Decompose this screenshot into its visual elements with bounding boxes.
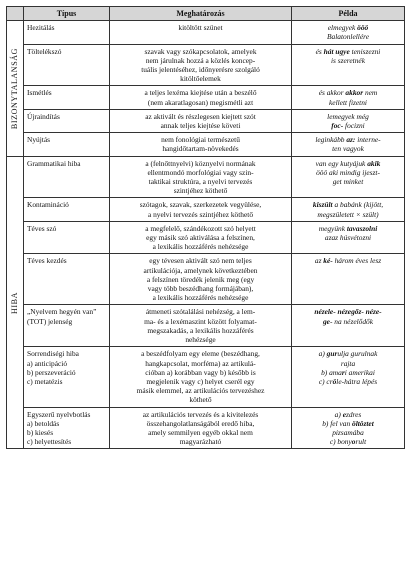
definition-line: átmeneti szótalálási nehézség, a lem- bbox=[145, 307, 256, 317]
type-cell bbox=[24, 21, 110, 44]
example-highlight: öltöztet bbox=[352, 418, 374, 428]
table-row bbox=[7, 21, 405, 44]
definition-cell bbox=[110, 198, 292, 221]
header-example: Példa bbox=[292, 7, 405, 21]
example-cell bbox=[292, 44, 405, 86]
example-highlight: nézele- nézegőz- néze- bbox=[314, 307, 382, 317]
type-cell bbox=[24, 407, 110, 449]
example-line bbox=[295, 233, 401, 242]
example-line bbox=[295, 23, 401, 32]
definition-line: megszakadás, a lexikális hozzáférés bbox=[147, 325, 254, 335]
definition-cell bbox=[110, 44, 292, 86]
definition-line: szótagok, szavak, szerkezetek vegyülése, bbox=[139, 200, 262, 210]
example-highlight: ge bbox=[322, 316, 330, 326]
table-row bbox=[7, 221, 405, 254]
example-cell bbox=[292, 407, 405, 449]
example-text: is szeretnék bbox=[330, 55, 365, 65]
definition-line: nem fonológiai természetű bbox=[161, 135, 240, 145]
type-cell bbox=[24, 221, 110, 254]
example-highlight: o bbox=[351, 437, 356, 447]
example-text: megszületett × szült) bbox=[317, 209, 379, 219]
definition-line: a felszínen töredék jelenik meg (egy bbox=[146, 274, 255, 284]
example-line bbox=[295, 224, 401, 233]
definition-cell bbox=[110, 407, 292, 449]
definition-line: a lexikális hozzáférés nehézsége bbox=[152, 293, 249, 303]
definition-line: kitöltőelemek bbox=[180, 74, 221, 84]
type-line: Egyszerű nyelvbotlás bbox=[27, 409, 91, 419]
example-line bbox=[295, 177, 401, 186]
example-line bbox=[295, 210, 401, 219]
example-highlight: r bbox=[341, 367, 345, 377]
definition-line: magyarázható bbox=[179, 437, 222, 447]
example-text: zdres bbox=[345, 409, 362, 419]
example-highlight: foc- bbox=[331, 121, 344, 131]
example-text: nem bbox=[363, 88, 378, 98]
example-highlight: ö bbox=[332, 376, 337, 386]
definition-cell bbox=[110, 21, 292, 44]
example-text: ten vagyok bbox=[332, 144, 364, 154]
example-cell bbox=[292, 347, 405, 407]
type-line: Újraindítás bbox=[27, 111, 60, 121]
example-cell bbox=[292, 133, 405, 156]
definition-line: a beszédfolyam egy eleme (beszédhang, bbox=[141, 349, 260, 359]
example-line bbox=[295, 121, 401, 130]
definition-line: az aktivált és részlegesen kiejtett szót bbox=[145, 111, 256, 121]
example-text: azaz húsvétozni bbox=[324, 233, 372, 243]
example-cell bbox=[292, 198, 405, 221]
example-text: i amerikai bbox=[344, 367, 375, 377]
type-line: Grammatikai hiba bbox=[27, 158, 81, 168]
example-text: rult bbox=[355, 437, 367, 447]
example-text: b) fel van bbox=[322, 418, 352, 428]
definition-cell bbox=[110, 254, 292, 305]
example-highlight: e bbox=[342, 409, 346, 419]
group-label-text: HIBA bbox=[10, 291, 20, 314]
type-line: Ismétlés bbox=[27, 88, 52, 98]
example-text: pizsamába bbox=[332, 427, 364, 437]
example-text: interne- bbox=[355, 135, 381, 145]
definition-line: a lexikális hozzáférés nehézsége bbox=[152, 242, 249, 252]
definition-line: egy tévesen aktivált szó nem teljes bbox=[149, 256, 252, 266]
definition-line: a nyelvi tervezés szintjéhez köthető bbox=[147, 209, 254, 219]
table-row bbox=[7, 305, 405, 347]
definition-line: tuális jelentéséhez, időnyerésre szolgáló bbox=[141, 65, 260, 75]
example-highlight: ööö bbox=[357, 23, 369, 33]
definition-line: kitöltött szünet bbox=[178, 23, 223, 33]
type-cell bbox=[24, 86, 110, 109]
definition-line: nem járulnak hozzá a közlés koncep- bbox=[145, 55, 256, 65]
example-cell bbox=[292, 254, 405, 305]
example-text: - na nézelődők bbox=[329, 316, 374, 326]
example-line bbox=[295, 112, 401, 121]
example-text: és akkor bbox=[318, 88, 346, 98]
table-row bbox=[7, 133, 405, 156]
example-text: a) bbox=[318, 349, 327, 359]
example-cell bbox=[292, 305, 405, 347]
table-row bbox=[7, 407, 405, 449]
example-text: három éves lesz bbox=[332, 256, 382, 266]
type-cell bbox=[24, 156, 110, 198]
definition-cell bbox=[110, 133, 292, 156]
example-text: lemegyek még bbox=[327, 111, 369, 121]
type-line: a) anticipáció bbox=[27, 358, 68, 368]
header-definition: Meghatározás bbox=[110, 7, 292, 21]
type-line: Téves szó bbox=[27, 223, 57, 233]
example-line bbox=[295, 368, 401, 377]
example-line bbox=[295, 307, 401, 316]
definition-line: a teljes lexéma kiejtése után a beszélő bbox=[144, 88, 257, 98]
example-text: van egy kutyájuk bbox=[315, 158, 368, 168]
example-highlight: akik bbox=[367, 158, 381, 168]
example-text: le-hátra lépés bbox=[336, 376, 378, 386]
definition-line: artikulációja, amelynek következtében bbox=[143, 265, 258, 275]
header-blank bbox=[7, 7, 24, 21]
definition-line: megjelenik vagy c) helyet cserél egy bbox=[146, 376, 255, 386]
type-cell bbox=[24, 44, 110, 86]
example-line bbox=[295, 317, 401, 326]
example-cell bbox=[292, 86, 405, 109]
definition-cell bbox=[110, 221, 292, 254]
example-text: a babánk (kijött, bbox=[332, 200, 384, 210]
example-line bbox=[295, 359, 401, 368]
type-cell bbox=[24, 305, 110, 347]
example-highlight: tavaszolni bbox=[346, 223, 378, 233]
example-text: elmegyek bbox=[327, 23, 358, 33]
example-text: focizni bbox=[343, 121, 365, 131]
example-line bbox=[295, 377, 401, 386]
header-row bbox=[7, 7, 405, 21]
example-highlight: akkor bbox=[345, 88, 364, 98]
type-line: b) perszeveráció bbox=[27, 367, 76, 377]
definition-line: összehangolatlanságából eredő hiba, bbox=[146, 418, 255, 428]
example-line bbox=[295, 88, 401, 97]
definition-line: cióban a) korábban vagy b) később is bbox=[145, 367, 256, 377]
type-cell bbox=[24, 198, 110, 221]
definition-line: egy másik szó aktiválása a felszínen, bbox=[146, 233, 255, 243]
group-label-text: BIZONYTALANSÁG bbox=[10, 47, 20, 129]
definition-cell bbox=[110, 109, 292, 132]
example-text: get minket bbox=[332, 177, 364, 187]
type-line: c) metatézis bbox=[27, 376, 63, 386]
example-text: ulja gurulnak bbox=[337, 349, 378, 359]
example-highlight: gur bbox=[326, 349, 338, 359]
table-row bbox=[7, 156, 405, 198]
type-line: c) helyettesítés bbox=[27, 437, 72, 447]
definition-cell bbox=[110, 305, 292, 347]
table-row bbox=[7, 109, 405, 132]
example-text: c) bony bbox=[329, 437, 352, 447]
example-text: a) bbox=[334, 409, 343, 419]
type-cell bbox=[24, 109, 110, 132]
example-text: teniszezni bbox=[349, 46, 381, 56]
example-text: az bbox=[314, 256, 324, 266]
example-highlight: kiszült bbox=[312, 200, 333, 210]
type-cell bbox=[24, 347, 110, 407]
example-text: megyünk bbox=[318, 223, 347, 233]
example-line bbox=[295, 168, 401, 177]
example-line bbox=[295, 200, 401, 209]
definition-line: köthető bbox=[189, 395, 212, 405]
example-text: kellett fizetni bbox=[329, 97, 367, 107]
definition-line: (nem akaratlagosan) megismétli azt bbox=[147, 97, 254, 107]
definition-line: nehézsége bbox=[185, 335, 216, 345]
table-row bbox=[7, 254, 405, 305]
definition-line: ellentmondó morfológiai vagy szin- bbox=[147, 167, 254, 177]
table-row bbox=[7, 44, 405, 86]
type-cell bbox=[24, 254, 110, 305]
example-line bbox=[295, 159, 401, 168]
example-text: rajta bbox=[340, 358, 356, 368]
example-highlight: az: bbox=[346, 135, 356, 145]
type-line: „Nyelvem hegyén van” bbox=[27, 307, 97, 317]
header-type: Típus bbox=[24, 7, 110, 21]
definition-line: a (felnőttnyelvi) köznyelvi normának bbox=[145, 158, 256, 168]
example-line bbox=[295, 32, 401, 41]
type-line: Töltelékszó bbox=[27, 46, 62, 56]
example-line bbox=[295, 144, 401, 153]
definition-line: amely semmilyen egyéb okkal nem bbox=[148, 427, 253, 437]
definition-line: szavak vagy szókapcsolatok, amelyek bbox=[144, 46, 257, 56]
example-text: leginkább bbox=[315, 135, 347, 145]
example-highlight: hát ugye bbox=[323, 46, 350, 56]
type-line: (TOT) jelenség bbox=[27, 316, 73, 326]
type-line: Hezitálás bbox=[27, 23, 55, 33]
example-line bbox=[295, 428, 401, 437]
definition-line: hangidőtartam-növekedés bbox=[162, 144, 239, 154]
group-label-error bbox=[7, 156, 24, 449]
example-line bbox=[295, 56, 401, 65]
type-line: Sorrendiségi hiba bbox=[27, 349, 79, 359]
example-line bbox=[295, 410, 401, 419]
definition-cell bbox=[110, 347, 292, 407]
example-line bbox=[295, 437, 401, 446]
classification-table bbox=[6, 6, 405, 449]
definition-line: másik elemmel, az artikulációs tervezéshez bbox=[136, 386, 265, 396]
group-label-uncertainty bbox=[7, 21, 24, 156]
example-text: és bbox=[315, 46, 324, 56]
definition-line: az artikulációs tervezés és a kivitelezés bbox=[142, 409, 259, 419]
definition-line: ma- és a lexémaszint között folyamat- bbox=[144, 316, 257, 326]
example-line bbox=[295, 349, 401, 358]
table-row bbox=[7, 198, 405, 221]
example-line bbox=[295, 419, 401, 428]
definition-line: taktikai struktúra, a nyelvi tervezés bbox=[148, 177, 253, 187]
example-text: c) cr bbox=[318, 376, 333, 386]
example-cell bbox=[292, 156, 405, 198]
example-highlight: ké- bbox=[323, 256, 333, 266]
example-text: Balatonlellére bbox=[326, 32, 369, 42]
definition-cell bbox=[110, 86, 292, 109]
example-text: ööö aki mindig ijeszt- bbox=[316, 167, 380, 177]
type-cell bbox=[24, 133, 110, 156]
definition-line: vagy több beszédhang formájában), bbox=[147, 284, 254, 294]
type-line: b) kiesés bbox=[27, 427, 54, 437]
example-line bbox=[295, 47, 401, 56]
example-line bbox=[295, 98, 401, 107]
table-row bbox=[7, 86, 405, 109]
example-cell bbox=[292, 109, 405, 132]
definition-cell bbox=[110, 156, 292, 198]
example-text: b) ama bbox=[321, 367, 342, 377]
definition-line: szintjéhez köthető bbox=[173, 186, 228, 196]
type-line: Téves kezdés bbox=[27, 256, 67, 266]
example-line bbox=[295, 256, 401, 265]
definition-line: a megfelelő, szándékozott szó helyett bbox=[145, 223, 256, 233]
definition-line: annak teljes kiejtése követi bbox=[160, 121, 241, 131]
example-cell bbox=[292, 21, 405, 44]
table-row bbox=[7, 347, 405, 407]
example-cell bbox=[292, 221, 405, 254]
definition-line: hangkapcsolat, morféma) az artikulá- bbox=[145, 358, 256, 368]
type-line: Nyújtás bbox=[27, 135, 50, 145]
example-line bbox=[295, 135, 401, 144]
type-line: Kontamináció bbox=[27, 200, 69, 210]
type-line: a) betoldás bbox=[27, 418, 60, 428]
